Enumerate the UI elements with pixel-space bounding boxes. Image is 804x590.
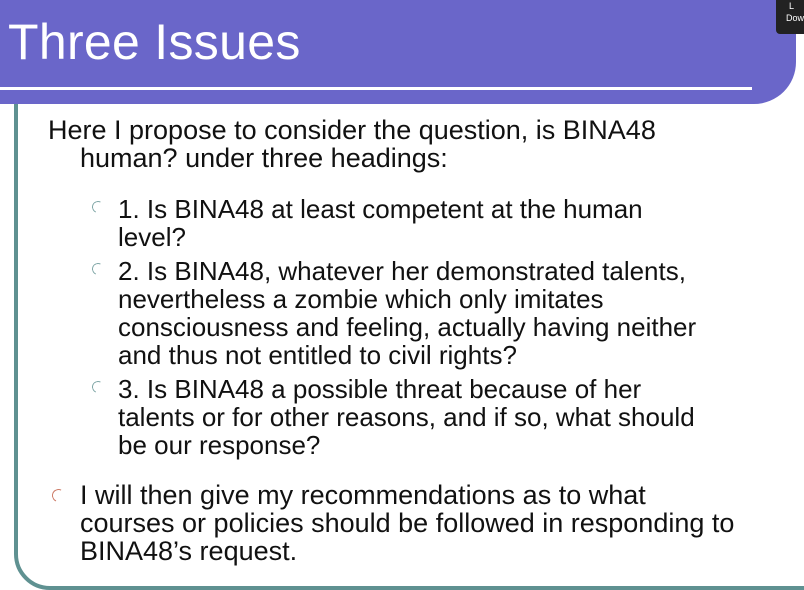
ring-bullet-icon bbox=[90, 199, 105, 214]
list-item bbox=[92, 195, 792, 251]
sub-item-line: consciousness and feeling, actually having neither bbox=[118, 312, 697, 342]
intro-line-1: Here I propose to consider the question, is BINA48 bbox=[48, 115, 656, 145]
sub-bullet-list bbox=[92, 195, 792, 465]
sub-item-line: talents or for other reasons, and if so, what should bbox=[118, 402, 695, 432]
intro-line-2: human? under three headings: bbox=[80, 143, 448, 173]
sub-item-line: be our response? bbox=[118, 430, 321, 460]
sub-item-line: 3. Is BINA48 a possible threat because of her bbox=[118, 374, 642, 404]
sub-item-line: and thus not entitled to civil rights? bbox=[118, 340, 517, 370]
main-item-line: courses or policies should be followed in responding to bbox=[80, 508, 735, 538]
download-widget-label-2: Dow bbox=[786, 13, 804, 23]
sub-item-line: 1. Is BINA48 at least competent at the human bbox=[118, 194, 643, 224]
list-item bbox=[92, 257, 792, 369]
slide-title: Three Issues bbox=[8, 14, 301, 70]
main-bullet-item bbox=[52, 481, 792, 565]
ring-bullet-icon bbox=[90, 379, 105, 394]
download-widget[interactable] bbox=[776, 0, 804, 34]
title-underline bbox=[0, 87, 752, 90]
sub-item-line: 2. Is BINA48, whatever her demonstrated talents, bbox=[118, 256, 686, 286]
main-item-line: BINA48’s request. bbox=[80, 536, 298, 566]
sub-item-line: nevertheless a zombie which only imitates bbox=[118, 284, 604, 314]
sub-item-line: level? bbox=[118, 222, 186, 252]
intro-paragraph bbox=[48, 116, 748, 172]
download-widget-label-1: L bbox=[789, 1, 795, 11]
list-item bbox=[92, 375, 792, 459]
ring-bullet-icon bbox=[90, 261, 105, 276]
main-item-line: I will then give my recommendations as to what bbox=[80, 480, 646, 510]
